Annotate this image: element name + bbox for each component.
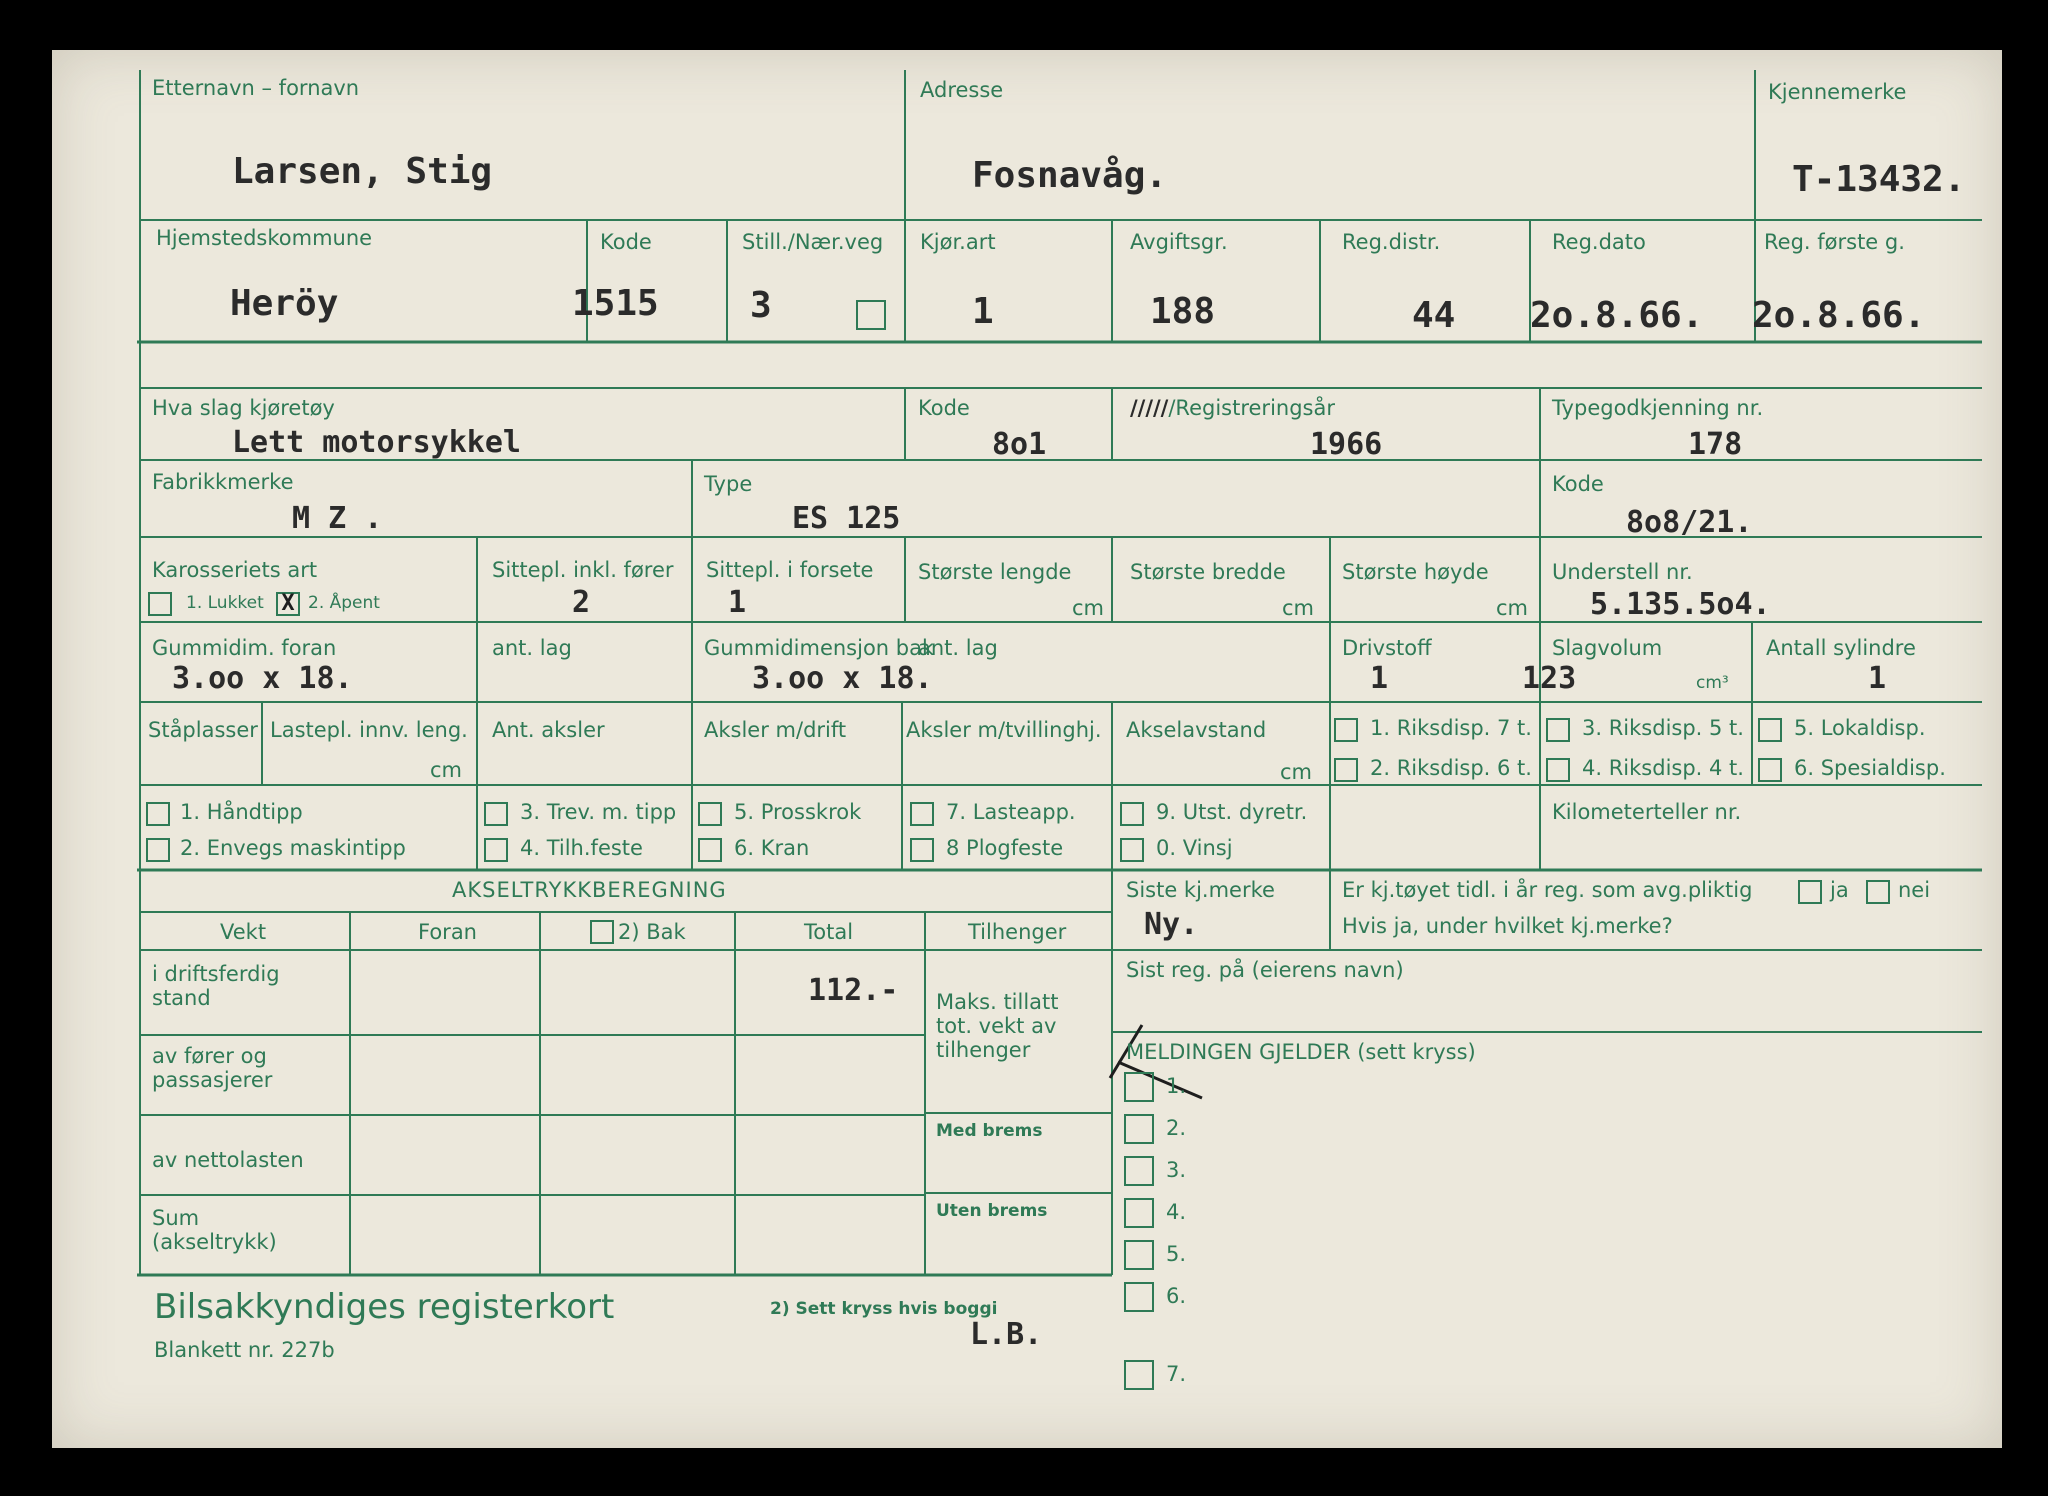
notice-3-checkbox[interactable] [1124, 1156, 1154, 1186]
prosskrok-label: 5. Prosskrok [734, 800, 862, 824]
envegs-label: 2. Envegs maskintipp [180, 836, 406, 860]
tire-front-label: Gummidim. foran [152, 636, 337, 660]
open-checkbox[interactable]: X [276, 592, 300, 616]
bogie-checkbox[interactable] [590, 920, 614, 944]
form-grid [52, 50, 2002, 1448]
trev-label: 3. Trev. m. tipp [520, 800, 677, 824]
surname-label: Etternavn – fornavn [152, 76, 360, 100]
yes-checkbox[interactable] [1798, 880, 1822, 904]
no-checkbox[interactable] [1866, 880, 1890, 904]
utst-label: 9. Utst. dyretr. [1156, 800, 1308, 824]
max-height-label: Største høyde [1342, 560, 1489, 584]
lokaldisp-label: 5. Lokaldisp. [1794, 716, 1926, 740]
row-sum: Sum (akseltrykk) [152, 1206, 277, 1255]
kran-checkbox[interactable] [698, 838, 722, 862]
first-reg-value: 2o.8.66. [1752, 295, 1926, 336]
reg-mark-value: T-13432. [1792, 159, 1966, 200]
plogfeste-label: 8 Plogfeste [946, 836, 1064, 860]
notice-5-label: 5. [1166, 1242, 1187, 1266]
type-value: ES 125 [792, 501, 901, 536]
displacement-unit: cm³ [1696, 673, 1729, 693]
fee-group-label: Avgiftsgr. [1130, 230, 1228, 254]
handtipp-label: 1. Håndtipp [180, 800, 303, 824]
type-approval-value: 178 [1688, 427, 1743, 462]
first-reg-label: Reg. første g. [1764, 230, 1905, 254]
spesialdisp-label: 6. Spesialdisp. [1794, 756, 1946, 780]
wheelbase-unit: cm [1280, 760, 1313, 784]
riksdisp5-label: 3. Riksdisp. 5 t. [1582, 716, 1744, 740]
col-front: Foran [418, 920, 477, 944]
which-mark-label: Hvis ja, under hvilket kj.merke? [1342, 914, 1673, 938]
riksdisp4-label: 4. Riksdisp. 4 t. [1582, 756, 1744, 780]
chassis-label: Understell nr. [1552, 560, 1693, 584]
total-ready-value: 112.- [808, 973, 899, 1008]
col-trailer: Tilhenger [968, 920, 1067, 944]
reg-year-strike: ///// [1130, 396, 1169, 420]
row-net: av nettolasten [152, 1148, 304, 1172]
notice-2-checkbox[interactable] [1124, 1114, 1154, 1144]
axles-label: Ant. aksler [492, 718, 605, 742]
reg-district-label: Reg.distr. [1342, 230, 1441, 254]
reg-year-label-text: /Registreringsår [1168, 396, 1335, 420]
reg-year-label [1130, 396, 1335, 420]
notice-4-checkbox[interactable] [1124, 1198, 1154, 1228]
max-length-label: Største lengde [918, 560, 1072, 584]
closed-checkbox[interactable] [148, 592, 172, 616]
seats-value: 2 [572, 585, 591, 620]
yes-label: ja [1830, 878, 1849, 902]
notice-7-checkbox[interactable] [1124, 1360, 1154, 1390]
vehicle-code-label: Kode [918, 396, 970, 420]
chassis-value: 5.135.5o4. [1590, 587, 1771, 622]
home-municipality-label: Hjemstedskommune [156, 226, 373, 250]
position-checkbox[interactable] [856, 300, 886, 330]
cylinders-label: Antall sylindre [1766, 636, 1916, 660]
code-value: 1515 [572, 283, 659, 324]
footer-bogie-note: 2) Sett kryss hvis boggi [770, 1299, 998, 1319]
row-ready: i driftsferdig stand [152, 962, 280, 1011]
reg-mark-label: Kjennemerke [1768, 80, 1907, 104]
address-label: Adresse [920, 78, 1004, 102]
notice-6-label: 6. [1166, 1284, 1187, 1308]
type-approval-label: Typegodkjenning nr. [1552, 396, 1764, 420]
max-width-unit: cm [1282, 596, 1315, 620]
lokaldisp-checkbox[interactable] [1758, 718, 1782, 742]
col-weight: Vekt [220, 920, 267, 944]
max-trailer-label: Maks. tillatt tot. vekt av tilhenger [936, 990, 1059, 1063]
vehicle-kind-label: Hva slag kjøretøy [152, 396, 335, 420]
footer-title: Bilsakkyndiges registerkort [154, 1287, 615, 1327]
riksdisp7-label: 1. Riksdisp. 7 t. [1370, 716, 1532, 740]
fee-group-value: 188 [1150, 291, 1216, 332]
footer-form-number: Blankett nr. 227b [154, 1338, 335, 1362]
address-value: Fosnavåg. [972, 155, 1168, 196]
wheelbase-label: Akselavstand [1126, 718, 1267, 742]
notice-1-checkbox[interactable] [1124, 1072, 1154, 1102]
notice-6-checkbox[interactable] [1124, 1282, 1154, 1312]
tire-front-value: 3.oo x 18. [172, 661, 353, 696]
col-rear: 2) Bak [618, 920, 686, 944]
fuel-value: 1 [1370, 661, 1389, 696]
envegs-checkbox[interactable] [146, 838, 170, 862]
last-owner-label: Sist reg. på (eierens navn) [1126, 958, 1404, 982]
front-seats-label: Sittepl. i forsete [706, 558, 874, 582]
without-brake-label: Uten brems [936, 1201, 1048, 1221]
notice-1-label: 1. [1166, 1074, 1187, 1098]
driving-type-label: Kjør.art [920, 230, 996, 254]
home-municipality-value: Heröy [230, 283, 339, 324]
code-label: Kode [600, 230, 652, 254]
reg-district-value: 44 [1412, 295, 1456, 336]
position-value: 3 [750, 285, 772, 326]
make-label: Fabrikkmerke [152, 470, 294, 494]
row-driver: av fører og passasjerer [152, 1044, 273, 1093]
lasteapp-checkbox[interactable] [910, 802, 934, 826]
tilh-checkbox[interactable] [484, 838, 508, 862]
notice-3-label: 3. [1166, 1158, 1187, 1182]
cylinders-value: 1 [1868, 661, 1887, 696]
vinsj-checkbox[interactable] [1120, 838, 1144, 862]
type-code-label: Kode [1552, 472, 1604, 496]
reg-year-value: 1966 [1310, 427, 1383, 462]
with-brake-label: Med brems [936, 1121, 1043, 1141]
layers-front-label: ant. lag [492, 636, 572, 660]
front-seats-value: 1 [728, 585, 747, 620]
driving-type-value: 1 [972, 291, 994, 332]
tilh-label: 4. Tilh.feste [520, 836, 643, 860]
position-label: Still./Nær.veg [742, 230, 884, 254]
plogfeste-checkbox[interactable] [910, 838, 934, 862]
riksdisp4-checkbox[interactable] [1546, 758, 1570, 782]
riksdisp6-checkbox[interactable] [1334, 758, 1358, 782]
type-label: Type [704, 472, 753, 496]
previous-reg-label: Er kj.tøyet tidl. i år reg. som avg.pliktig [1342, 878, 1753, 902]
tire-rear-value: 3.oo x 18. [752, 661, 933, 696]
kran-label: 6. Kran [734, 836, 810, 860]
notice-label: MELDINGEN GJELDER (sett kryss) [1126, 1040, 1476, 1064]
standing-label: Ståplasser [148, 718, 258, 742]
displacement-label: Slagvolum [1552, 636, 1663, 660]
prosskrok-checkbox[interactable] [698, 802, 722, 826]
cargo-length-unit: cm [430, 758, 463, 782]
col-total: Total [804, 920, 854, 944]
vinsj-label: 0. Vinsj [1156, 836, 1233, 860]
fuel-label: Drivstoff [1342, 636, 1432, 660]
drive-axles-label: Aksler m/drift [704, 718, 847, 742]
make-value: M Z . [292, 501, 383, 536]
register-card [52, 50, 2002, 1448]
no-label: nei [1898, 878, 1931, 902]
spesialdisp-checkbox[interactable] [1758, 758, 1782, 782]
riksdisp7-checkbox[interactable] [1334, 718, 1358, 742]
twin-axles-label: Aksler m/tvillinghj. [906, 718, 1102, 742]
type-code-value: 8o8/21. [1626, 505, 1753, 540]
trev-checkbox[interactable] [484, 802, 508, 826]
open-label: 2. Åpent [308, 593, 380, 613]
notice-4-label: 4. [1166, 1200, 1187, 1224]
utst-checkbox[interactable] [1120, 802, 1144, 826]
cargo-length-label: Lastepl. innv. leng. [270, 718, 468, 742]
riksdisp6-label: 2. Riksdisp. 6 t. [1370, 756, 1532, 780]
lasteapp-label: 7. Lasteapp. [946, 800, 1076, 824]
max-length-unit: cm [1072, 596, 1105, 620]
body-type-label: Karosseriets art [152, 558, 318, 582]
vehicle-kind-value: Lett motorsykkel [232, 425, 521, 460]
notice-7-label: 7. [1166, 1362, 1187, 1386]
displacement-value: 123 [1522, 661, 1577, 696]
handtipp-checkbox[interactable] [146, 802, 170, 826]
max-width-label: Største bredde [1130, 560, 1286, 584]
surname-value: Larsen, Stig [232, 151, 493, 192]
tire-rear-label: Gummidimensjon bak [704, 636, 935, 660]
riksdisp5-checkbox[interactable] [1546, 718, 1570, 742]
vehicle-code-value: 8o1 [992, 427, 1047, 462]
reg-date-value: 2o.8.66. [1530, 295, 1704, 336]
axle-heading: AKSELTRYKKBEREGNING [452, 878, 727, 902]
odometer-label: Kilometerteller nr. [1552, 800, 1742, 824]
notice-5-checkbox[interactable] [1124, 1240, 1154, 1270]
notice-2-label: 2. [1166, 1116, 1187, 1140]
closed-label: 1. Lukket [186, 593, 264, 613]
reg-date-label: Reg.dato [1552, 230, 1646, 254]
max-height-unit: cm [1496, 596, 1529, 620]
layers-rear-label: ant. lag [918, 636, 998, 660]
signature: L.B. [970, 1317, 1043, 1352]
last-mark-label: Siste kj.merke [1126, 878, 1275, 902]
seats-label: Sittepl. inkl. fører [492, 558, 674, 582]
last-mark-value: Ny. [1144, 907, 1199, 942]
